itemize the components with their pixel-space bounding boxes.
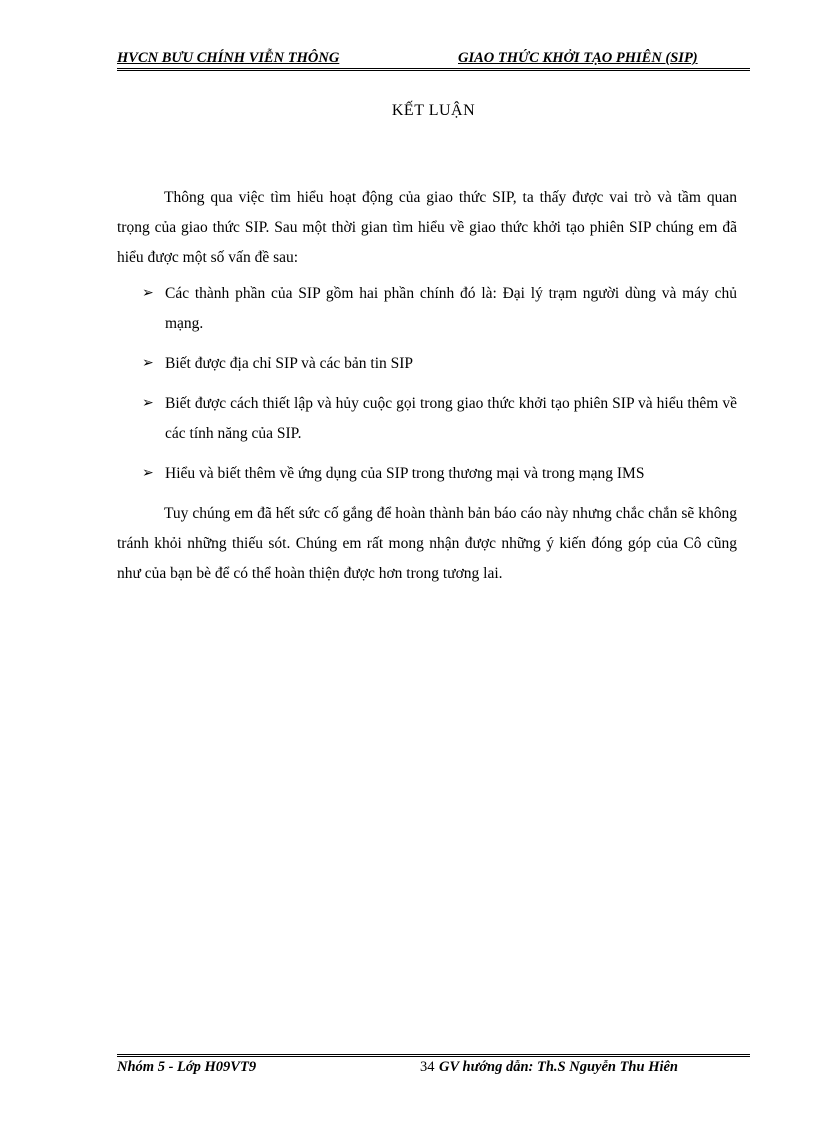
- arrow-bullet-icon: ➢: [142, 396, 154, 411]
- intro-paragraph: Thông qua việc tìm hiểu hoạt động của giao thức SIP, ta thấy được vai trò và tầm quan trọng của giao thức SIP. Sau một thời gian tìm hiểu về giao thức khởi tạo phiên SIP chúng em đã hiểu được một số vấn đề sau:: [117, 189, 737, 266]
- header-institution: HVCN BƯU CHÍNH VIỄN THÔNG: [117, 50, 340, 66]
- footer-group-class: Nhóm 5 - Lớp H09VT9: [117, 1059, 257, 1075]
- arrow-bullet-icon: ➢: [142, 286, 154, 301]
- section-title: KẾT LUẬN: [391, 102, 476, 119]
- list-item: [117, 279, 737, 339]
- header-rule: [117, 68, 750, 71]
- list-item-text: Hiểu và biết thêm về ứng dụng của SIP trong thương mại và trong mạng IMS: [165, 465, 645, 482]
- list-item: [117, 459, 737, 489]
- arrow-bullet-icon: ➢: [142, 466, 154, 481]
- page-header: [117, 48, 750, 68]
- list-item-text: Biết được cách thiết lập và hủy cuộc gọi trong giao thức khởi tạo phiên SIP và hiểu thêm về các tính năng của SIP.: [165, 395, 737, 442]
- list-item-text: Các thành phần của SIP gồm hai phần chính đó là: Đại lý trạm người dùng và máy chủ mạng.: [165, 285, 737, 332]
- arrow-bullet-icon: ➢: [142, 356, 154, 371]
- list-item-text: Biết được địa chỉ SIP và các bản tin SIP: [165, 355, 414, 372]
- body-text: [117, 183, 737, 589]
- footer-supervisor: GV hướng dẫn: Th.S Nguyễn Thu Hiên: [439, 1059, 678, 1075]
- page-number: 34: [420, 1059, 435, 1075]
- list-item: [117, 349, 737, 379]
- page-footer: [117, 1059, 750, 1079]
- footer-rule: [117, 1054, 750, 1057]
- closing-paragraph: Tuy chúng em đã hết sức cố gắng để hoàn thành bản báo cáo này nhưng chắc chắn sẽ không tránh khỏi những thiếu sót. Chúng em rất mong nhận được những ý kiến đóng góp của Cô cũng như của bạn bè để có thể hoàn thiện được hơn trong tương lai.: [117, 505, 737, 582]
- list-item: [117, 389, 737, 449]
- header-topic: GIAO THỨC KHỞI TẠO PHIÊN (SIP): [458, 50, 698, 66]
- conclusion-list: [117, 279, 737, 489]
